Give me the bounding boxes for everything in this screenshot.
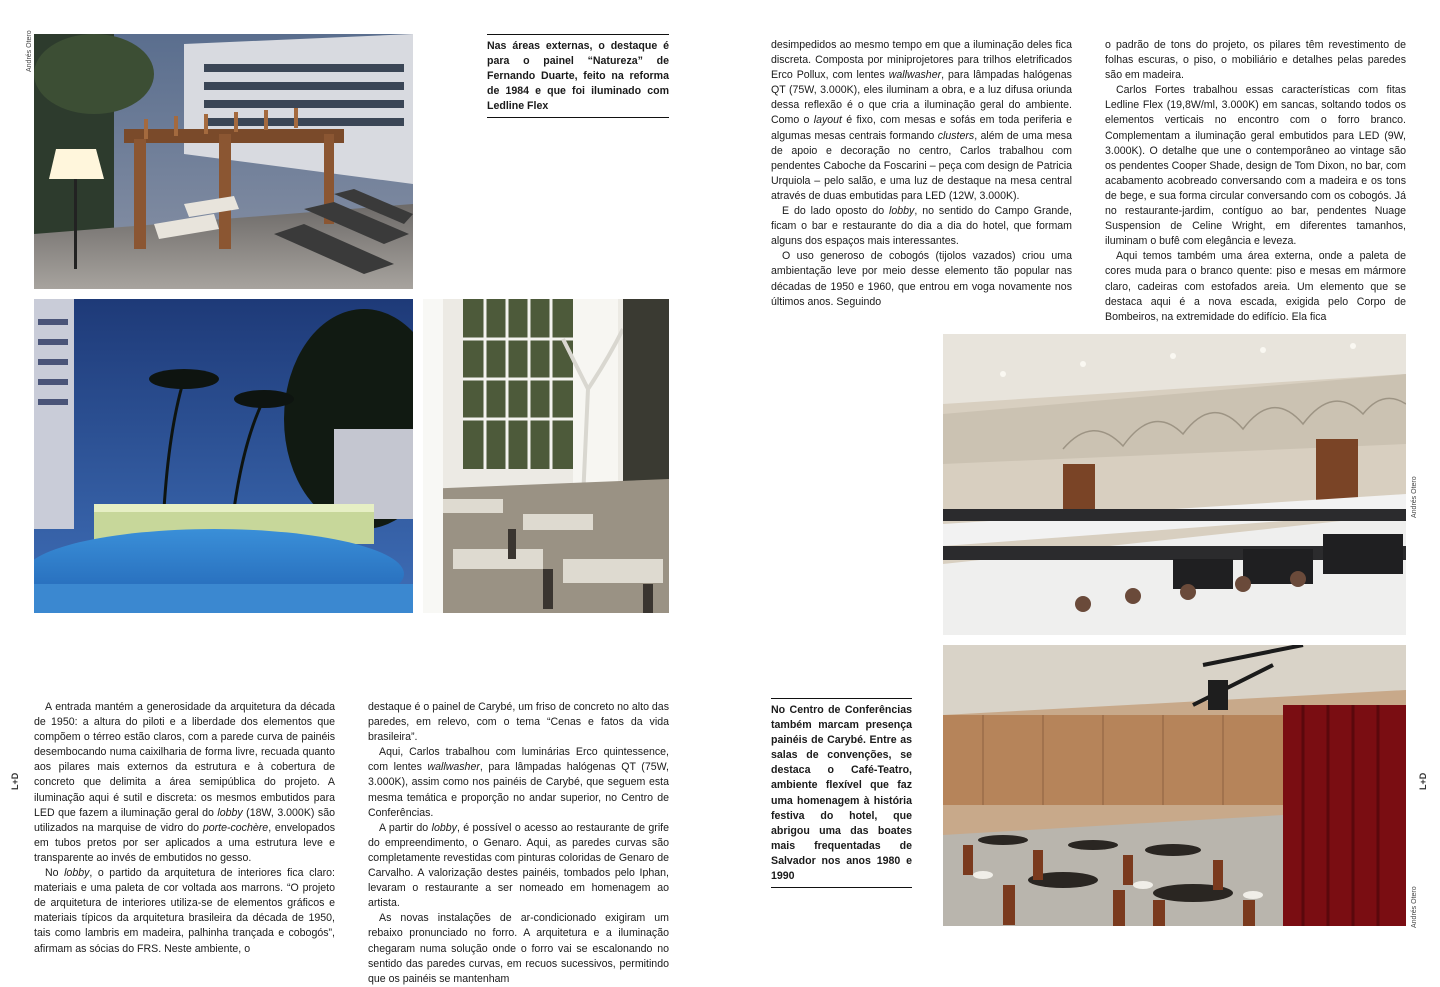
article-paragraph: A entrada mantém a generosidade da arquitetura da década de 1950: a altura do piloti e a liberdade dos elementos que compõem o térreo estão claros, com a parede curva de painéis desembocando numa caixilharia de forma livre, recuada quanto aos pilares mais externos da estrutura e à cobertura de concreto que delimita a área semipública do projeto. A iluminação aqui é sutil e discreta: os mesmos embutidos para LED que fazem a iluminação geral do lobby (18W, 3.000K) são utilizados na marquise de vidro do porte-cochère, envelopados em tubos pretos por ser aplicados a uma estrutura leve e transparente ao invés de embutidos no gesso. bbox=[34, 701, 336, 864]
article-paragraph: Carlos Fortes trabalhou essas características com fitas Ledline Flex (19,8W/ml, 3.000K) em sancas, soltando todos os elementos verticais no encontro com o forro branco. Complementam a iluminação geral embutidos para LED (9W, 3.000K). O detalhe que une o contemporâneo ao vintage são os pendentes Cooper Shade, design de Tom Dixon, no bar, com acabamento acobreado conversando com a madeira e os tons de bege, e sua forma circular conversando com os cobogós. Já no restaurante-jardim, contíguo ao bar, pendentes Nuage Suspension de Celine Wright, em diferentes tamanhos, iluminam o bufê com elegância e leveza. bbox=[1105, 84, 1406, 248]
article-paragraph: Aqui temos também uma área externa, onde a paleta de cores muda para o branco quente: piso e mesas em mármore claro, cadeiras com estofados areia. Um elemento que se destaca aqui é a nova escada, exigida pelo Corpo de Bombeiros, na extremidade do edifício. Ela fica bbox=[1105, 250, 1406, 323]
article-paragraph: E do lado oposto do lobby, no sentido do Campo Grande, ficam o bar e restaurante do dia a dia do hotel, que formam alguns dos espaços mais interessantes. bbox=[771, 205, 1072, 248]
magazine-logo-right: L+D bbox=[1418, 772, 1428, 790]
article-column-right-1 bbox=[771, 38, 1072, 310]
article-paragraph: No lobby, o partido da arquitetura de interiores fica claro: materiais e uma paleta de cor voltada aos marrons. “O projeto de arquitetura de interiores utiliza-se de elementos gráficos e materiais típicos da arquitetura brasileira da década de 1950, tais como lambris em madeira, palhinha trançada e cobogós”, afirmam as sócias do FRS. Neste ambiente, o bbox=[34, 867, 335, 955]
article-paragraph: Aqui, Carlos trabalhou com luminárias Erco quintessence, com lentes wallwasher, para lâmpadas halógenas QT (75W, 3.000K), assim como nos painéis de Carybé, que seguem esta mesma temática e proporção no andar superior, no Centro de Conferências. bbox=[368, 746, 669, 819]
article-paragraph: desimpedidos ao mesmo tempo em que a iluminação deles fica discreta. Composta por miniprojetores para trilhos eletrificados Erco Pollux, com lentes wallwasher, para lâmpadas halógenas QT (75W, 3.000K), eles iluminam a obra, e a luz difusa oriunda dessa reflexão é o que cria a iluminação geral do ambiente. Como o layout é fixo, com mesas e sofás em toda periferia e algumas mesas centrais formando clusters, além de uma mesa de apoio e decoração no centro, Carlos trabalhou com pendentes Caboche da Foscarini – peça com design de Patricia Urquiola – pelo salão, e uma luz de destaque na mesa central através de duas embutidas para LED (12W, 3.000K). bbox=[771, 39, 1072, 202]
article-paragraph: o padrão de tons do projeto, os pilares têm revestimento de folhas escuras, o piso, o mobiliário e detalhes pelas paredes são em madeira. bbox=[1105, 39, 1406, 82]
caption-conference: No Centro de Conferências também marcam presença painéis de Carybé. Entre as salas de convenções, se destaca o Café-Teatro, ambiente flexível que faz uma homenagem à história festiva do hotel, que abrigou uma das boates mais frequentadas de Salvador nos anos 1980 e 1990 bbox=[771, 698, 912, 888]
article-column-left-2 bbox=[368, 700, 669, 987]
article-paragraph: destaque é o painel de Carybé, um friso de concreto no alto das paredes, em relevo, com o tema “Cenas e fatos da vida brasileira”. bbox=[368, 701, 669, 744]
photo-cafe-teatro bbox=[943, 645, 1406, 926]
photo-credit-right-middle: Andrés Otero bbox=[1411, 476, 1418, 518]
photo-credit-right-bottom: Andrés Otero bbox=[1411, 886, 1418, 928]
photo-conference-room bbox=[943, 334, 1406, 635]
article-paragraph: A partir do lobby, é possível o acesso ao restaurante de grife do empreendimento, o Genaro. Aqui, as paredes curvas são completamente revestidas com pinturas coloridas de Genaro de Carvalho. A valorização destes painéis, tombados pelo Iphan, levaram o restaurante a ser nomeado em homenagem ao artista. bbox=[368, 821, 670, 910]
photo-restaurant-garden bbox=[423, 299, 669, 613]
article-paragraph: As novas instalações de ar-condicionado exigiram um rebaixo pronunciado no forro. A arquitetura e a iluminação chegaram numa solução onde o forro vai se escalonando no sentido das paredes curvas, em recuos sucessivos, permitindo que os painéis se mantenham bbox=[368, 912, 669, 985]
caption-exterior: Nas áreas externas, o destaque é para o painel “Natureza” de Fernando Duarte, feito na reforma de 1984 e que foi iluminado com Ledline Flex bbox=[487, 34, 669, 118]
magazine-logo-left: L+D bbox=[10, 772, 20, 790]
article-column-left-1 bbox=[34, 700, 335, 957]
article-column-right-2 bbox=[1105, 38, 1406, 325]
photo-pool-night bbox=[34, 299, 413, 613]
photo-pool-deck-pergola bbox=[34, 34, 413, 289]
photo-credit-top-left: Andrés Otero bbox=[26, 30, 33, 72]
article-paragraph: O uso generoso de cobogós (tijolos vazados) criou uma ambientação leve por meio desse elemento tão popular nas décadas de 1950 e 1960, que entrou em voga novamente nos últimos anos. Seguindo bbox=[771, 250, 1072, 308]
